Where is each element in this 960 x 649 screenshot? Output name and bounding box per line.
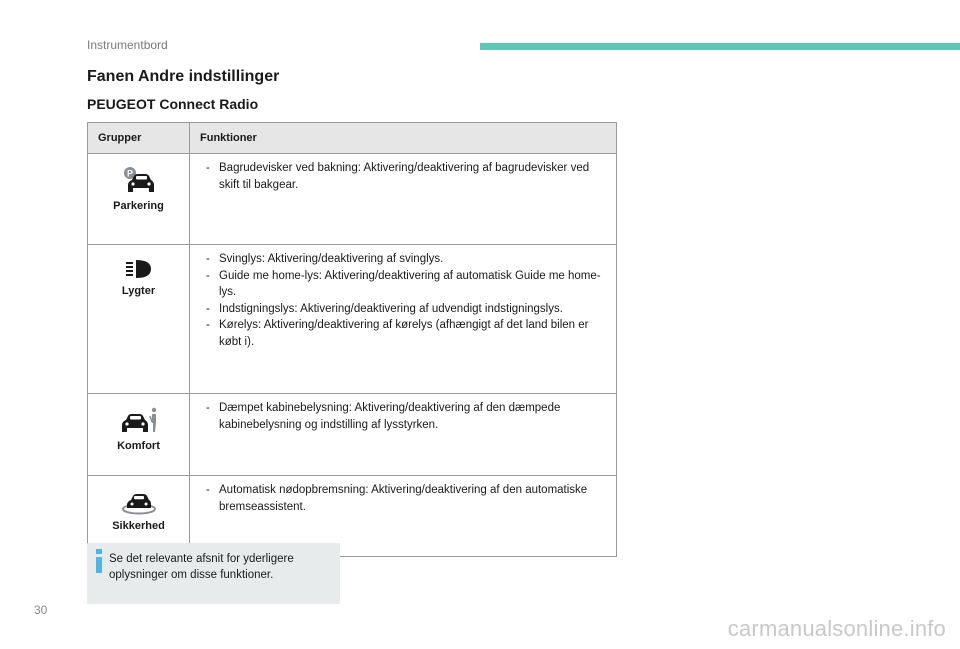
group-label: Komfort bbox=[117, 440, 160, 452]
headlight-icon bbox=[124, 257, 154, 281]
function-item: - Dæmpet kabinebelysning: Aktivering/deaktivering af den dæmpede kabinebelysning og indstilling af lysstyrken. bbox=[206, 400, 606, 433]
info-note bbox=[87, 543, 340, 604]
functions-table bbox=[87, 122, 617, 557]
function-list bbox=[206, 160, 606, 193]
function-item: - Svinglys: Aktivering/deaktivering af svinglys. bbox=[206, 251, 606, 268]
table-row bbox=[88, 245, 617, 394]
table-row bbox=[88, 394, 617, 476]
function-list bbox=[206, 400, 606, 433]
group-cell bbox=[88, 394, 190, 476]
group-label: Sikkerhed bbox=[112, 520, 165, 532]
group-cell bbox=[88, 154, 190, 245]
header-accent-bar bbox=[480, 43, 960, 50]
function-list bbox=[206, 251, 606, 350]
safety-car-icon bbox=[121, 488, 157, 516]
function-item: - Guide me home-lys: Aktivering/deaktivering af automatisk Guide me home-lys. bbox=[206, 268, 606, 301]
function-item: - Indstigningslys: Aktivering/deaktivering af udvendigt indstigningslys. bbox=[206, 301, 606, 318]
functions-cell bbox=[190, 245, 617, 394]
section-title: Fanen Andre indstillinger bbox=[87, 68, 280, 85]
comfort-car-person-icon bbox=[119, 406, 159, 436]
sub-title: PEUGEOT Connect Radio bbox=[87, 96, 259, 112]
group-cell bbox=[88, 245, 190, 394]
column-header-groups: Grupper bbox=[88, 123, 190, 154]
watermark: carmanualsonline.info bbox=[727, 616, 946, 641]
function-item: - Kørelys: Aktivering/deaktivering af kørelys (afhængigt af det land bilen er købt i). bbox=[206, 317, 606, 350]
info-note-text: Se det relevante afsnit for yderligere oplysninger om disse funktioner. bbox=[109, 553, 294, 581]
page-number: 30 bbox=[34, 603, 48, 617]
header-label: Instrumentbord bbox=[87, 38, 168, 52]
function-list bbox=[206, 482, 606, 515]
svg-text:P: P bbox=[126, 168, 133, 179]
function-item: - Automatisk nødopbremsning: Aktivering/deaktivering af den automatiske bremseassistent. bbox=[206, 482, 606, 515]
table-header-row bbox=[88, 123, 617, 154]
functions-cell bbox=[190, 394, 617, 476]
info-icon bbox=[94, 549, 104, 573]
table-row bbox=[88, 154, 617, 245]
functions-cell bbox=[190, 154, 617, 245]
function-item: - Bagrudevisker ved bakning: Aktivering/deaktivering af bagrudevisker ved skift til bakgear. bbox=[206, 160, 606, 193]
parking-car-icon bbox=[122, 166, 156, 196]
group-label: Lygter bbox=[121, 285, 156, 297]
column-header-functions: Funktioner bbox=[190, 123, 617, 154]
group-label: Parkering bbox=[113, 200, 164, 212]
